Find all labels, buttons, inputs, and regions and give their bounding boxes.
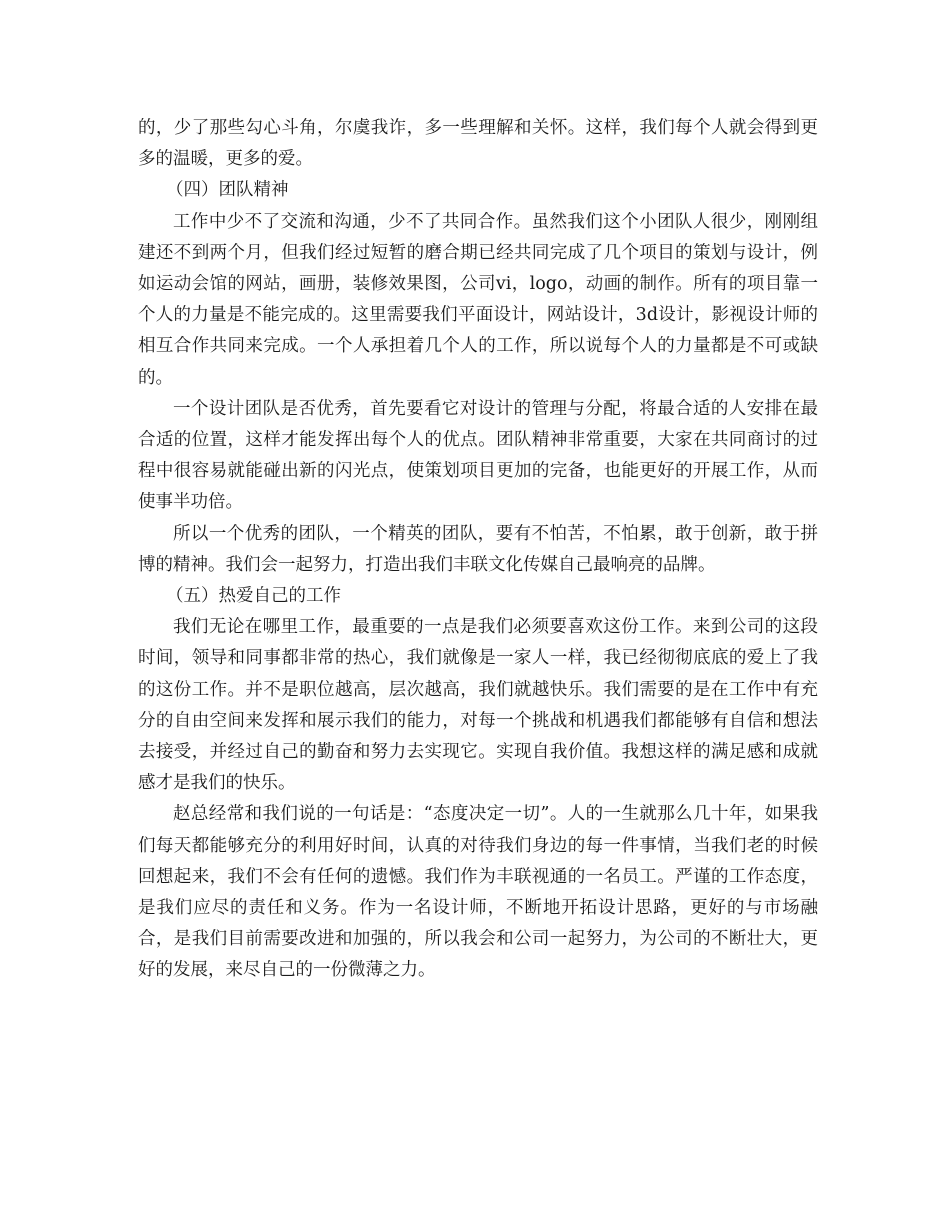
paragraph-attitude: 赵总经常和我们说的一句话是：“态度决定一切”。人的一生就那么几十年，如果我们每天都能够充分的利用好时间，认真的对待我们身边的每一件事情，当我们老的时候回想起来，我们不会有任何的遗憾。我们作为丰联视通的一名员工。严谨的工作态度，是我们应尽的责任和义务。作为一名设计师，不断地开拓设计思路，更好的与市场融合，是我们目前需要改进和加强的，所以我会和公司一起努力，为公司的不断壮大，更好的发展，来尽自己的一份微薄之力。: [138, 804, 818, 981]
paragraph-teamwork: 工作中少不了交流和沟通，少不了共同合作。虽然我们这个小团队人很少，刚刚组建还不到两个月，但我们经过短暂的磨合期已经共同完成了几个项目的策划与设计，例如运动会馆的网站，画册，装修效果图，公司vi，logo，动画的制作。所有的项目靠一个人的力量是不能完成的。这里需要我们平面设计，网站设计，3d设计，影视设计师的相互合作共同来完成。一个人承担着几个人的工作，所以说每个人的力量都是不可或缺的。: [138, 211, 818, 388]
section-heading-team-spirit: （四）团队精神: [166, 180, 289, 201]
paragraph-love-work: 我们无论在哪里工作，最重要的一点是我们必须要喜欢这份工作。来到公司的这段时间，领导和同事都非常的热心，我们就像是一家人一样，我已经彻彻底底的爱上了我的这份工作。并不是职位越高，层次越高，我们就越快乐。我们需要的是在工作中有充分的自由空间来发挥和展示我们的能力，对每一个挑战和机遇我们都能够有自信和想法去接受，并经过自己的勤奋和努力去实现它。实现自我价值。我想这样的满足感和成就感才是我们的快乐。: [138, 617, 818, 794]
section-heading-love-work: （五）热爱自己的工作: [166, 586, 341, 607]
paragraph-elite-team: 所以一个优秀的团队，一个精英的团队，要有不怕苦，不怕累，敢于创新，敢于拼博的精神。我们会一起努力，打造出我们丰联文化传媒自己最响亮的品牌。: [138, 523, 818, 575]
paragraph-design-team: 一个设计团队是否优秀，首先要看它对设计的管理与分配，将最合适的人安排在最合适的位置，这样才能发挥出每个人的优点。团队精神非常重要，大家在共同商讨的过程中很容易就能碰出新的闪光点，使策划项目更加的完备，也能更好的开展工作，从而使事半功倍。: [138, 398, 818, 513]
paragraph-continuation: 的，少了那些勾心斗角，尔虞我诈，多一些理解和关怀。这样，我们每个人就会得到更多的温暖，更多的爱。: [138, 118, 818, 170]
document-page: [138, 113, 818, 987]
